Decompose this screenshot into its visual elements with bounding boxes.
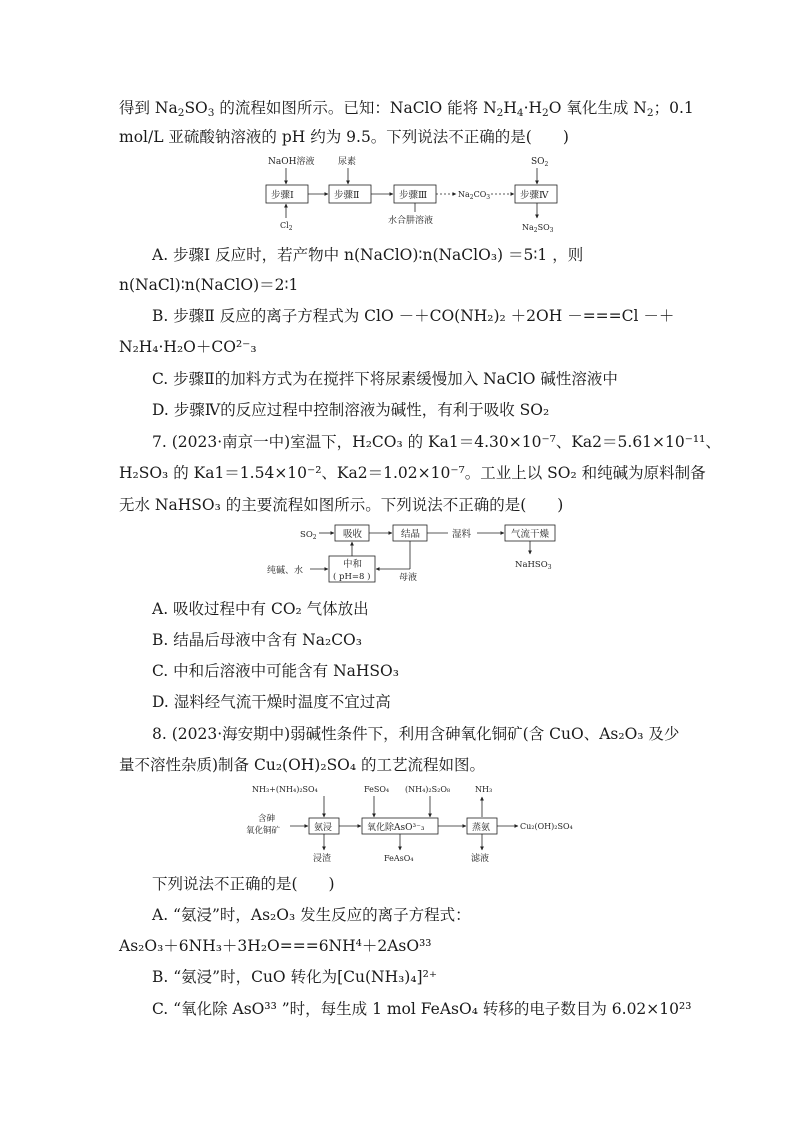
- q8-option-a-line1: A. “氨浸”时，As₂O₃ 发生反应的离子方程式：: [152, 906, 471, 924]
- q8-stem-line2: 量不溶性杂质)制备 Cu₂(OH)₂SO₄ 的工艺流程如图。: [119, 756, 486, 774]
- q7-mother-label: 母液: [399, 573, 418, 583]
- q6-flow-diagram: [250, 152, 570, 234]
- q6-urea-label: 尿素: [338, 157, 357, 167]
- q6-option-a-line2: n(NaCl)∶n(NaClO)＝2∶1: [119, 276, 299, 294]
- q8-leach-text: 氨浸: [314, 823, 333, 833]
- q7-flow-diagram: [265, 520, 565, 586]
- q6-so2-label: $SO_2$: [531, 157, 549, 168]
- q6-cl2-label: $Cl_2$: [280, 221, 293, 232]
- q6-na2so3-label: $Na_2SO_3$: [522, 223, 554, 234]
- q6-step2-text: 步骤Ⅱ: [334, 190, 360, 201]
- q8-distill-text: 蒸氨: [472, 823, 491, 833]
- q8-reagent1-label: NH₃+(NH₄)₂SO₄: [252, 785, 318, 794]
- q6-option-b-line2: N₂H₄·H₂O＋CO²⁻₃: [119, 338, 257, 356]
- q8-ore-label-1: 含砷: [258, 814, 276, 824]
- q8-flow-diagram: [242, 780, 592, 866]
- q8-filtrate-label: 滤液: [471, 854, 490, 864]
- q7-soda-label: 纯碱、水: [267, 566, 304, 576]
- q7-wet-label: 湿料: [452, 529, 472, 540]
- q6-stem-line2: mol/L 亚硫酸钠溶液的 pH 约为 9.5。下列说法不正确的是( ): [119, 128, 569, 146]
- q7-stem-line2: H₂SO₃ 的 Ka1＝1.54×10⁻²、Ka2＝1.02×10⁻⁷。工业上以 SO₂ 和纯碱为原料制备: [119, 464, 706, 482]
- q8-product-label: Cu₂(OH)₂SO₄: [520, 822, 573, 831]
- q7-stem-line3: 无水 NaHSO₃ 的主要流程如图所示。下列说法不正确的是( ): [119, 496, 564, 514]
- q6-option-b-line1: B. 步骤Ⅱ 反应的离子方程式为 ClO －＋CO(NH₂)₂ ＋2OH －===Cl －＋: [152, 307, 675, 325]
- q6-naoh-label: NaOH溶液: [268, 157, 315, 167]
- q8-question: 下列说法不正确的是( ): [152, 875, 335, 893]
- q6-step4-text: 步骤Ⅳ: [520, 190, 549, 201]
- q6-option-a-line1: A. 步骤Ⅰ 反应时，若产物中 n(NaClO)∶n(NaClO₃) ＝5∶1 ，则: [152, 246, 584, 264]
- q8-oxidize-text: 氧化除AsO³⁻₃: [367, 823, 425, 833]
- q7-dry-text: 气流干燥: [511, 529, 550, 540]
- q6-option-d: D. 步骤Ⅳ的反应过程中控制溶液为碱性，有利于吸收 SO₂: [152, 401, 550, 419]
- q8-option-b: B. “氨浸”时，CuO 转化为[Cu(NH₃)₄]²⁺: [152, 968, 438, 986]
- q8-feso4-label: FeSO₄: [364, 785, 390, 794]
- q7-nahso3-label: NaHSO$_3$: [515, 560, 552, 571]
- q7-option-c: C. 中和后溶液中可能含有 NaHSO₃: [152, 662, 399, 680]
- q7-stem-line1: 7. (2023·南京一中)室温下，H₂CO₃ 的 Ka1＝4.30×10⁻⁷、Ka2＝5.61×10⁻¹¹、: [152, 433, 721, 451]
- q8-option-c: C. “氧化除 AsO³³ ”时，每生成 1 mol FeAsO₄ 转移的电子数目为 6.02×10²³: [152, 1000, 692, 1018]
- q8-feaso4-label: FeAsO₄: [384, 854, 414, 863]
- q7-so2-label: $SO_2$: [300, 530, 317, 541]
- q7-option-d: D. 湿料经气流干燥时温度不宜过高: [152, 693, 391, 711]
- q6-step3-text: 步骤Ⅲ: [399, 190, 428, 201]
- q7-option-a: A. 吸收过程中有 CO₂ 气体放出: [152, 600, 369, 618]
- q8-option-a-line2: As₂O₃＋6NH₃＋3H₂O===6NH⁴＋2AsO³³: [119, 937, 432, 955]
- q7-neutral-text: 中和: [343, 559, 363, 570]
- q7-absorb-text: 吸收: [343, 529, 363, 540]
- q7-option-b: B. 结晶后母液中含有 Na₂CO₃: [152, 631, 362, 649]
- q6-option-c: C. 步骤Ⅱ的加料方式为在搅拌下将尿素缓慢加入 NaClO 碱性溶液中: [152, 370, 618, 388]
- q8-residue-label: 浸渣: [313, 854, 332, 864]
- q7-ph-text: ( pH=8 ): [333, 572, 371, 582]
- q8-stem-line1: 8. (2023·海安期中)弱碱性条件下，利用含砷氧化铜矿(含 CuO、As₂O₃ 及少: [152, 725, 680, 743]
- q6-step1-text: 步骤Ⅰ: [271, 190, 294, 201]
- q6-stem-line1: 得到 $Na_2SO_3$ 的流程如图所示。已知：NaClO 能将 $N_2H_4\cdot H_2O$ 氧化生成 $N_2$；0.1: [119, 99, 694, 119]
- q8-persulfate-label: (NH₄)₂S₂O₈: [405, 785, 451, 794]
- q6-na2co3-label: $Na_2CO_3$: [458, 190, 491, 201]
- q7-crystal-text: 结晶: [401, 529, 421, 540]
- q6-hydrazine-label: 水合肼溶液: [388, 216, 434, 226]
- q8-nh3-label: NH₃: [475, 785, 493, 794]
- q8-ore-label-2: 氧化铜矿: [246, 826, 281, 836]
